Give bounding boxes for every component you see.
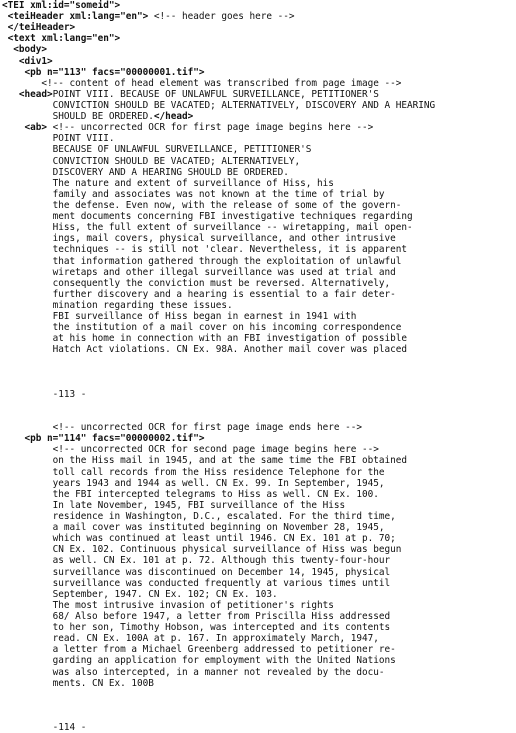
document-line: [2, 311, 514, 322]
document-line: [2, 478, 514, 489]
document-text: read. CN Ex. 100A at p. 167. In approximately March, 1947,: [2, 633, 379, 645]
document-text: residence in Washington, D.C., escalated. For the third time,: [2, 511, 396, 523]
document-text: which was continued at least until 1946. CN Ex. 101 at p. 70;: [2, 533, 396, 545]
xml-tag: <TEI xml:id="someid">: [2, 0, 121, 11]
document-line: [2, 411, 514, 422]
document-line: [2, 689, 514, 700]
document-text: at his home in connection with an FBI investigation of possible: [2, 333, 407, 345]
document-line: [2, 433, 514, 444]
document-line: [2, 555, 514, 566]
document-line: [2, 622, 514, 633]
document-text: surveillance was conducted frequently at various times until: [2, 577, 391, 589]
document-text: September, 1947. CN Ex. 102; CN Ex. 103.: [2, 588, 278, 600]
document-text: 68/ Also before 1947, a letter from Priscilla Hiss addressed: [2, 611, 391, 623]
xml-tag: <teiHeader xml:lang="en">: [2, 11, 149, 23]
document-text: ment documents concerning FBI investigative techniques regarding: [2, 211, 413, 223]
document-line: [2, 600, 514, 611]
document-line: [2, 44, 514, 55]
document-text: further discovery and a hearing is essential to a fair deter-: [2, 288, 396, 300]
document-line: [2, 611, 514, 622]
document-line: [2, 455, 514, 466]
document-text: <!-- header goes here -->: [148, 11, 295, 23]
document-line: [2, 144, 514, 155]
xml-tag: <ab>: [2, 122, 47, 134]
document-text: Hatch Act violations. CN Ex. 98A. Another mail cover was placed: [2, 344, 407, 356]
document-line: [2, 356, 514, 367]
document-text: the FBI intercepted telegrams to Hiss as well. CN Ex. 100.: [2, 488, 379, 500]
document-line: [2, 467, 514, 478]
document-text: SHOULD BE ORDERED.: [2, 111, 154, 123]
document-line: [2, 133, 514, 144]
document-line: [2, 644, 514, 655]
document-text: FBI surveillance of Hiss began in earnest in 1941 with: [2, 311, 357, 323]
document-line: [2, 200, 514, 211]
document-text: Hiss, the full extent of surveillance -- wiretapping, mail open-: [2, 222, 413, 234]
document-text: a mail cover was instituted beginning on November 28, 1945,: [2, 522, 385, 534]
document-text: the institution of a mail cover on his incoming correspondence: [2, 322, 402, 334]
document-line: [2, 589, 514, 600]
document-line: [2, 444, 514, 455]
xml-tag: <pb n="114" facs="00000002.tif">: [2, 433, 205, 445]
document-line: [2, 89, 514, 100]
document-text: BECAUSE OF UNLAWFUL SURVEILLANCE, PETITIONER'S: [2, 144, 312, 156]
document-line: [2, 511, 514, 522]
document-text: The nature and extent of surveillance of Hiss, his: [2, 177, 334, 189]
document-line: [2, 678, 514, 689]
document-line: [2, 344, 514, 355]
document-text: as well. CN Ex. 101 at p. 72. Although this twenty-four-hour: [2, 555, 391, 567]
document-text: <!-- uncorrected OCR for first page image ends here -->: [2, 422, 362, 434]
document-line: [2, 544, 514, 555]
document-line: [2, 178, 514, 189]
document-line: [2, 211, 514, 222]
document-line: [2, 33, 514, 44]
document-line: [2, 378, 514, 389]
xml-document: [2, 0, 514, 733]
document-text: In late November, 1945, FBI surveillance of the Hiss: [2, 499, 346, 511]
document-text: <!-- uncorrected OCR for second page image begins here -->: [2, 444, 379, 456]
document-line: [2, 300, 514, 311]
document-text: on the Hiss mail in 1945, and at the same time the FBI obtained: [2, 455, 407, 467]
document-line: [2, 256, 514, 267]
document-text: The most intrusive invasion of petitioner's rights: [2, 599, 334, 611]
document-text: ings, mail covers, physical surveillance, and other intrusive: [2, 233, 396, 245]
document-text: POINT VIII. BECAUSE OF UNLAWFUL SURVEILLANCE, PETITIONER'S: [52, 88, 379, 100]
document-text: -114 -: [2, 722, 87, 733]
xml-tag: <head>: [2, 88, 53, 100]
xml-tag: <pb n="113" facs="00000001.tif">: [2, 66, 205, 78]
xml-tag: <div1>: [2, 55, 53, 67]
document-text: years 1943 and 1944 as well. CN Ex. 99. In September, 1945,: [2, 477, 385, 489]
document-text: POINT VIII.: [2, 133, 115, 145]
document-line: [2, 78, 514, 89]
document-line: [2, 56, 514, 67]
document-line: [2, 578, 514, 589]
document-text: to her son, Timothy Hobson, was intercepted and its contents: [2, 622, 391, 634]
document-text: wiretaps and other illegal surveillance was used at trial and: [2, 266, 396, 278]
xml-tag: </teiHeader>: [2, 22, 76, 34]
document-line: [2, 267, 514, 278]
document-text: garding an application for employment with the United Nations: [2, 655, 396, 667]
document-line: [2, 667, 514, 678]
document-line: [2, 389, 514, 400]
document-text: surveillance was discontinued on December 14, 1945, physical: [2, 566, 391, 578]
document-text: consequently the conviction must be reversed. Alternatively,: [2, 277, 391, 289]
document-line: [2, 233, 514, 244]
document-text: <!-- uncorrected OCR for first page image begins here -->: [47, 122, 374, 134]
document-line: [2, 633, 514, 644]
document-text: a letter from a Michael Greenberg addressed to petitioner re-: [2, 644, 396, 656]
document-line: [2, 156, 514, 167]
document-text: DISCOVERY AND A HEARING SHOULD BE ORDERED.: [2, 166, 289, 178]
document-line: [2, 722, 514, 733]
document-text: was also intercepted, in a manner not revealed by the docu-: [2, 666, 385, 678]
document-line: [2, 711, 514, 722]
document-text: CONVICTION SHOULD BE VACATED; ALTERNATIVELY, DISCOVERY AND A HEARING: [2, 99, 436, 111]
document-line: [2, 244, 514, 255]
document-line: [2, 289, 514, 300]
document-line: [2, 522, 514, 533]
document-line: [2, 367, 514, 378]
document-line: [2, 0, 514, 11]
document-line: [2, 100, 514, 111]
document-line: [2, 122, 514, 133]
document-line: [2, 111, 514, 122]
xml-tag: <text xml:lang="en">: [2, 33, 121, 45]
document-text: that information gathered through the exploitation of unlawful: [2, 255, 402, 267]
document-text: -113 -: [2, 388, 87, 400]
document-line: [2, 700, 514, 711]
document-text: family and associates was not known at the time of trial by: [2, 188, 385, 200]
document-text: the defense. Even now, with the release of some of the govern-: [2, 199, 402, 211]
document-line: [2, 400, 514, 411]
document-line: [2, 489, 514, 500]
document-text: CONVICTION SHOULD BE VACATED; ALTERNATIVELY,: [2, 155, 301, 167]
document-line: [2, 567, 514, 578]
document-line: [2, 189, 514, 200]
document-text: CN Ex. 102. Continuous physical surveillance of Hiss was begun: [2, 544, 402, 556]
xml-tag: <body>: [2, 44, 47, 56]
document-line: [2, 11, 514, 22]
document-line: [2, 222, 514, 233]
document-text: toll call records from the Hiss residence Telephone for the: [2, 466, 385, 478]
document-text: techniques -- is still not 'clear. Nevertheless, it is apparent: [2, 244, 407, 256]
document-line: [2, 322, 514, 333]
document-line: [2, 533, 514, 544]
document-line: [2, 655, 514, 666]
document-line: [2, 22, 514, 33]
document-line: [2, 67, 514, 78]
document-line: [2, 278, 514, 289]
xml-tag: </head>: [153, 111, 194, 123]
document-text: ments. CN Ex. 100B: [2, 677, 154, 689]
document-text: <!-- content of head element was transcribed from page image -->: [2, 77, 402, 89]
document-line: [2, 167, 514, 178]
document-line: [2, 333, 514, 344]
document-text: mination regarding these issues.: [2, 299, 233, 311]
document-line: [2, 500, 514, 511]
document-line: [2, 422, 514, 433]
